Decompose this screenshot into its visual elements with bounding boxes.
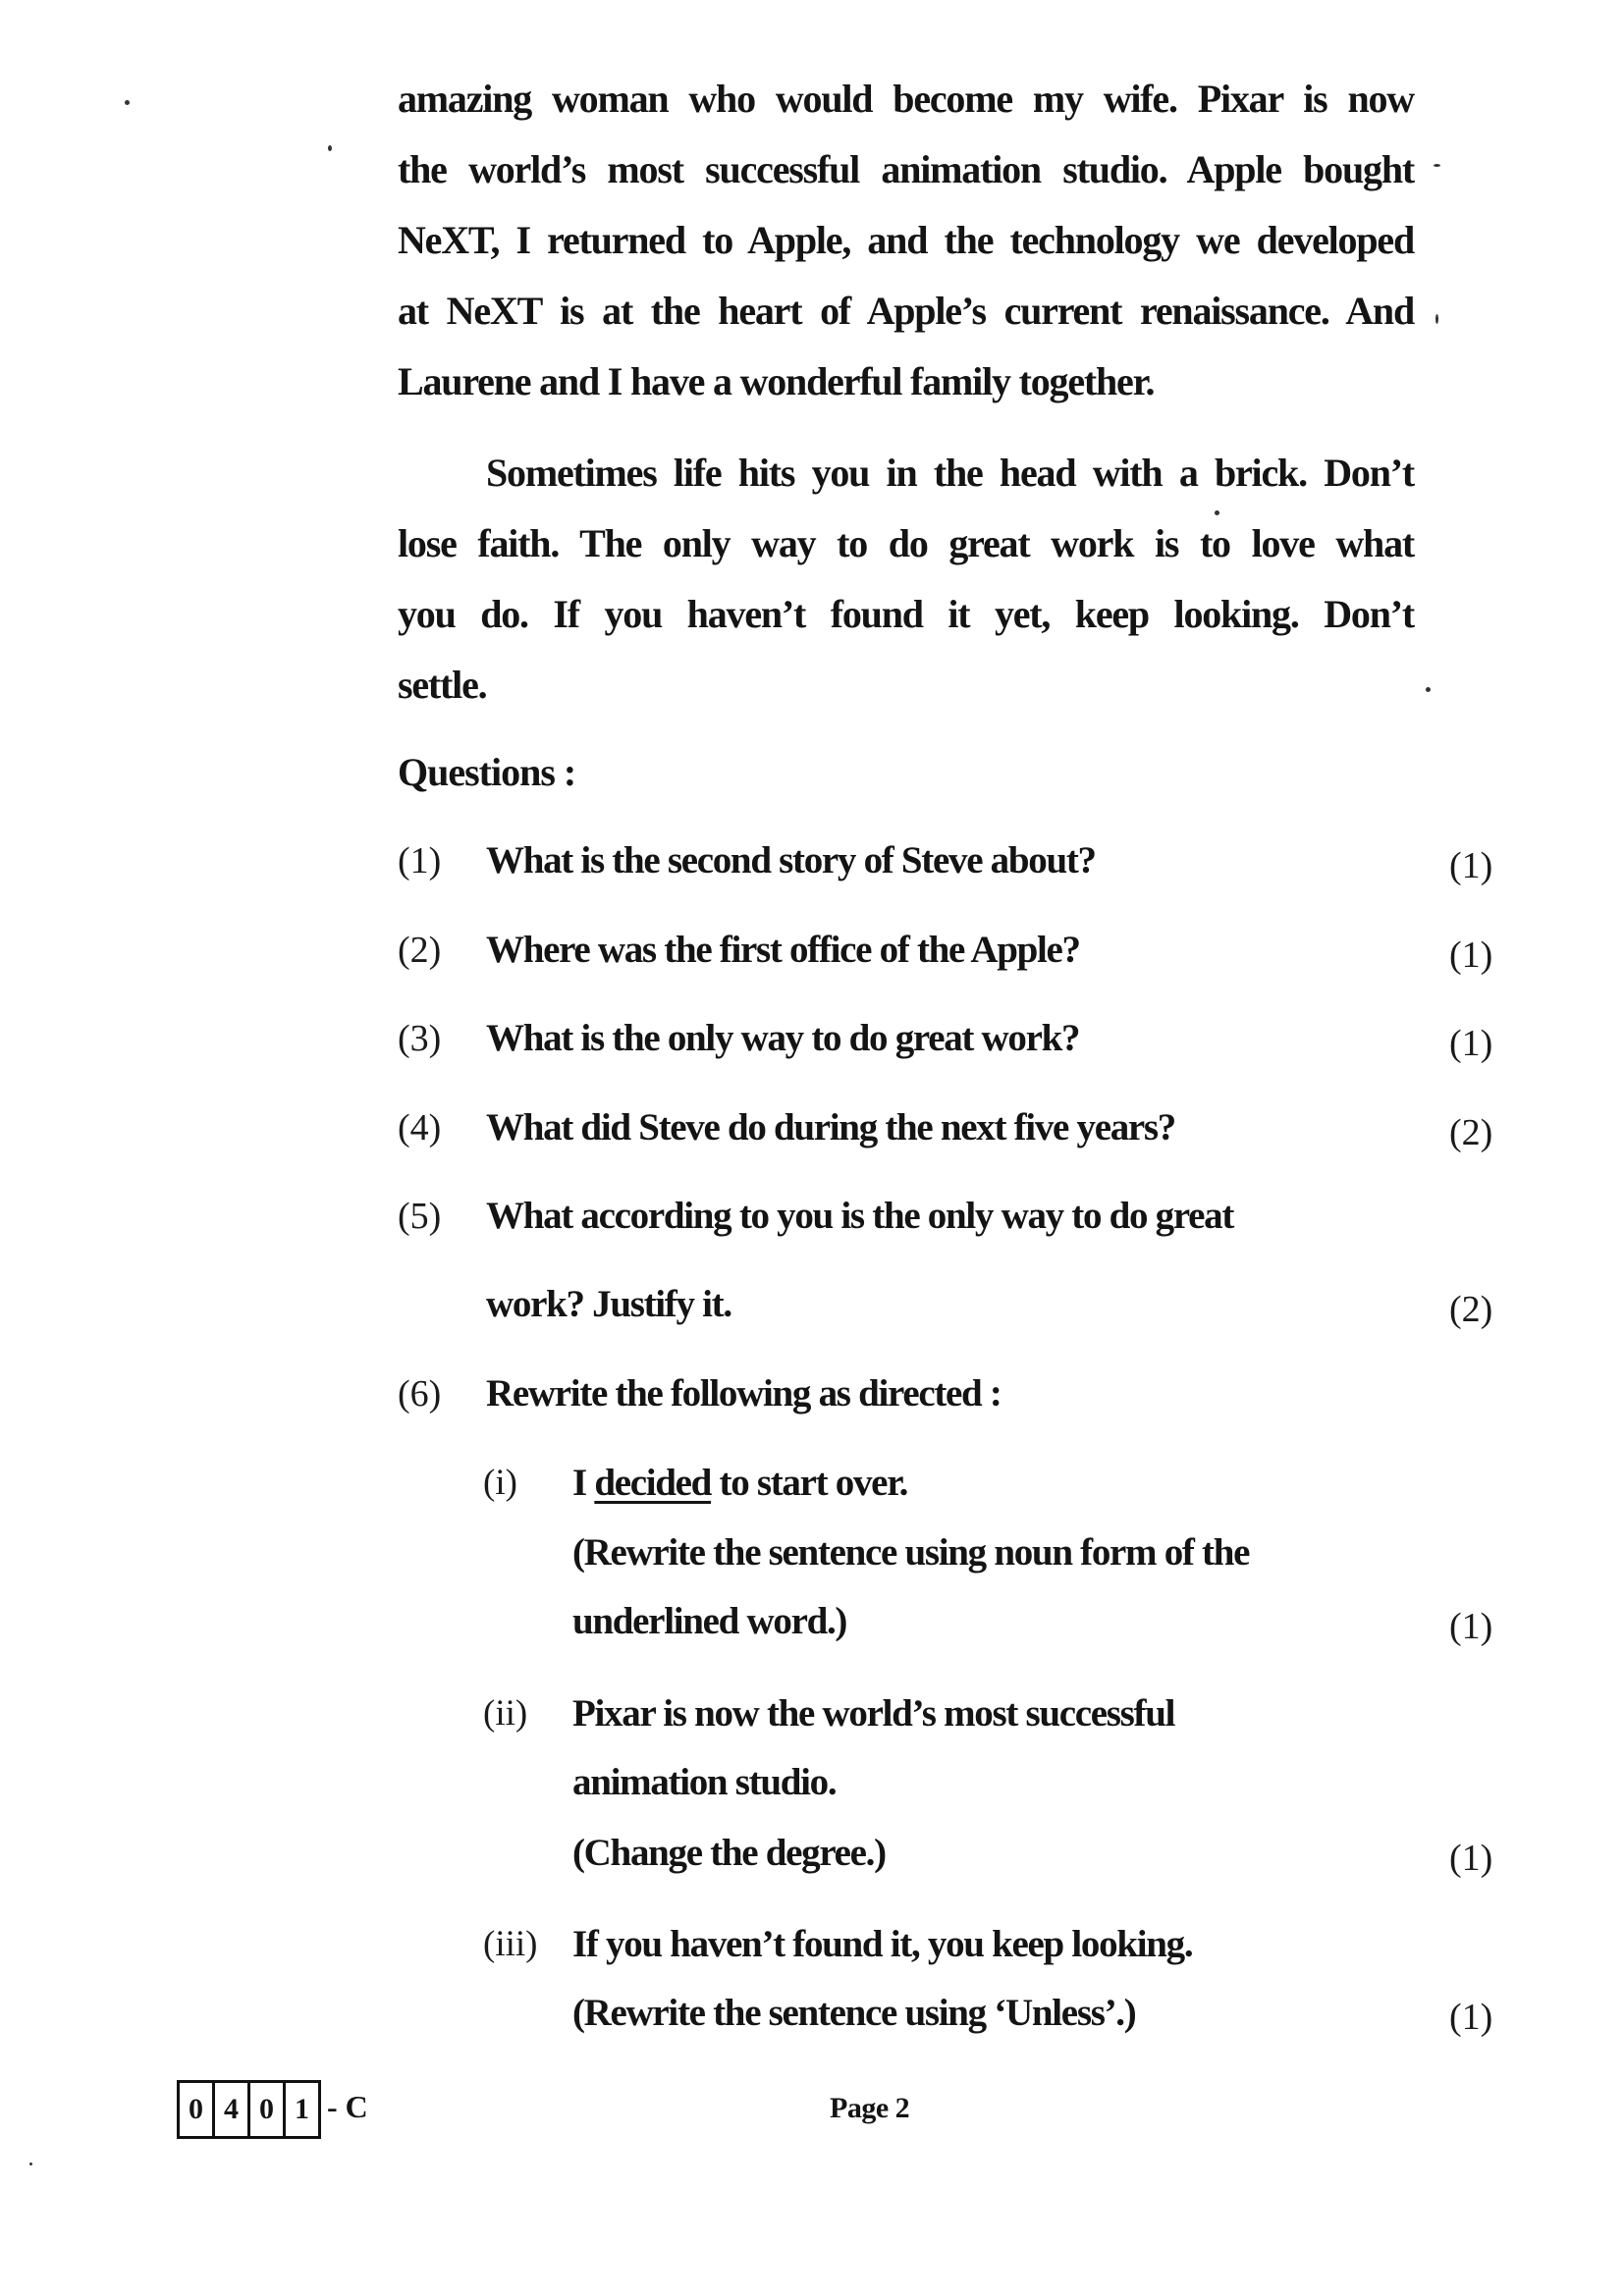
passage-line: you do. If you haven’t found it yet, keep looking. Don’t [398,592,1414,636]
questions-heading: Questions : [398,750,576,794]
sub-question-marks: (1) [1449,1838,1493,1879]
sentence-prefix: I [572,1462,595,1504]
paper-code-digit: 1 [295,2093,309,2125]
paper-code-box [177,2080,321,2139]
question-text: What is the only way to do great work? [486,1017,1080,1059]
question-text-line-1: What according to you is the only way to do great [486,1195,1234,1237]
sub-question-instruction: (Change the degree.) [572,1832,886,1874]
question-number: (1) [398,840,442,881]
question-marks: (1) [1449,1023,1493,1064]
question-number: (2) [398,930,442,971]
sub-question-sentence: If you haven’t found it, you keep looking. [572,1923,1193,1965]
sub-question-number: (ii) [483,1693,528,1734]
sub-question-sentence-line-2: animation studio. [572,1761,837,1803]
scan-speck [1435,314,1438,324]
underlined-word: decided [594,1462,712,1504]
sub-question-sentence [572,1460,907,1507]
scan-speck [125,100,130,105]
scan-speck [29,2163,32,2165]
sub-question-number: (i) [483,1463,517,1503]
passage-line: Laurene and I have a wonderful family together. [398,359,1155,403]
passage-line: NeXT, I returned to Apple, and the technology we developed [398,218,1414,262]
question-marks: (1) [1449,845,1493,886]
question-number: (4) [398,1107,442,1148]
question-number: (6) [398,1373,442,1415]
paper-code-digit: 4 [215,2083,250,2136]
sub-question-sentence-line-1: Pixar is now the world’s most successful [572,1692,1175,1735]
paper-code-digit: 0 [180,2083,215,2136]
passage-line: Sometimes life hits you in the head with a brick. Don’t [486,451,1414,495]
passage-line: lose faith. The only way to do great work is to love what [398,521,1414,565]
page-number: Page 2 [830,2092,910,2124]
sentence-suffix: to start over. [711,1462,908,1504]
scan-speck [1426,687,1431,692]
sub-question-marks: (1) [1449,1997,1493,2038]
paper-code-suffix: - C [327,2089,368,2124]
question-text-line-2: work? Justify it. [486,1283,731,1325]
question-text: What did Steve do during the next five years? [486,1106,1176,1148]
passage-line: at NeXT is at the heart of Apple’s current renaissance. And [398,289,1414,333]
passage-line: the world’s most successful animation studio. Apple bought [398,147,1414,191]
question-text: What is the second story of Steve about? [486,839,1096,881]
question-number: (5) [398,1196,442,1237]
question-marks: (1) [1449,934,1493,976]
scan-speck [328,145,332,151]
question-marks: (2) [1449,1289,1493,1330]
sub-question-instruction-line-1: (Rewrite the sentence using noun form of the [572,1531,1250,1574]
question-text: Rewrite the following as directed : [486,1372,1001,1415]
sub-question-instruction-line-2: underlined word.) [572,1600,847,1642]
passage-line: settle. [398,663,487,707]
question-text: Where was the first office of the Apple? [486,929,1080,971]
question-marks: (2) [1449,1112,1493,1153]
question-number: (3) [398,1018,442,1059]
scan-speck [1434,164,1440,167]
scan-speck [1215,510,1219,515]
passage-line: amazing woman who would become my wife. Pixar is now [398,77,1414,121]
paper-code-digit: 0 [250,2083,286,2136]
sub-question-number: (iii) [483,1924,538,1964]
sub-question-marks: (1) [1449,1606,1493,1647]
sub-question-instruction: (Rewrite the sentence using ‘Unless’.) [572,1992,1136,2034]
